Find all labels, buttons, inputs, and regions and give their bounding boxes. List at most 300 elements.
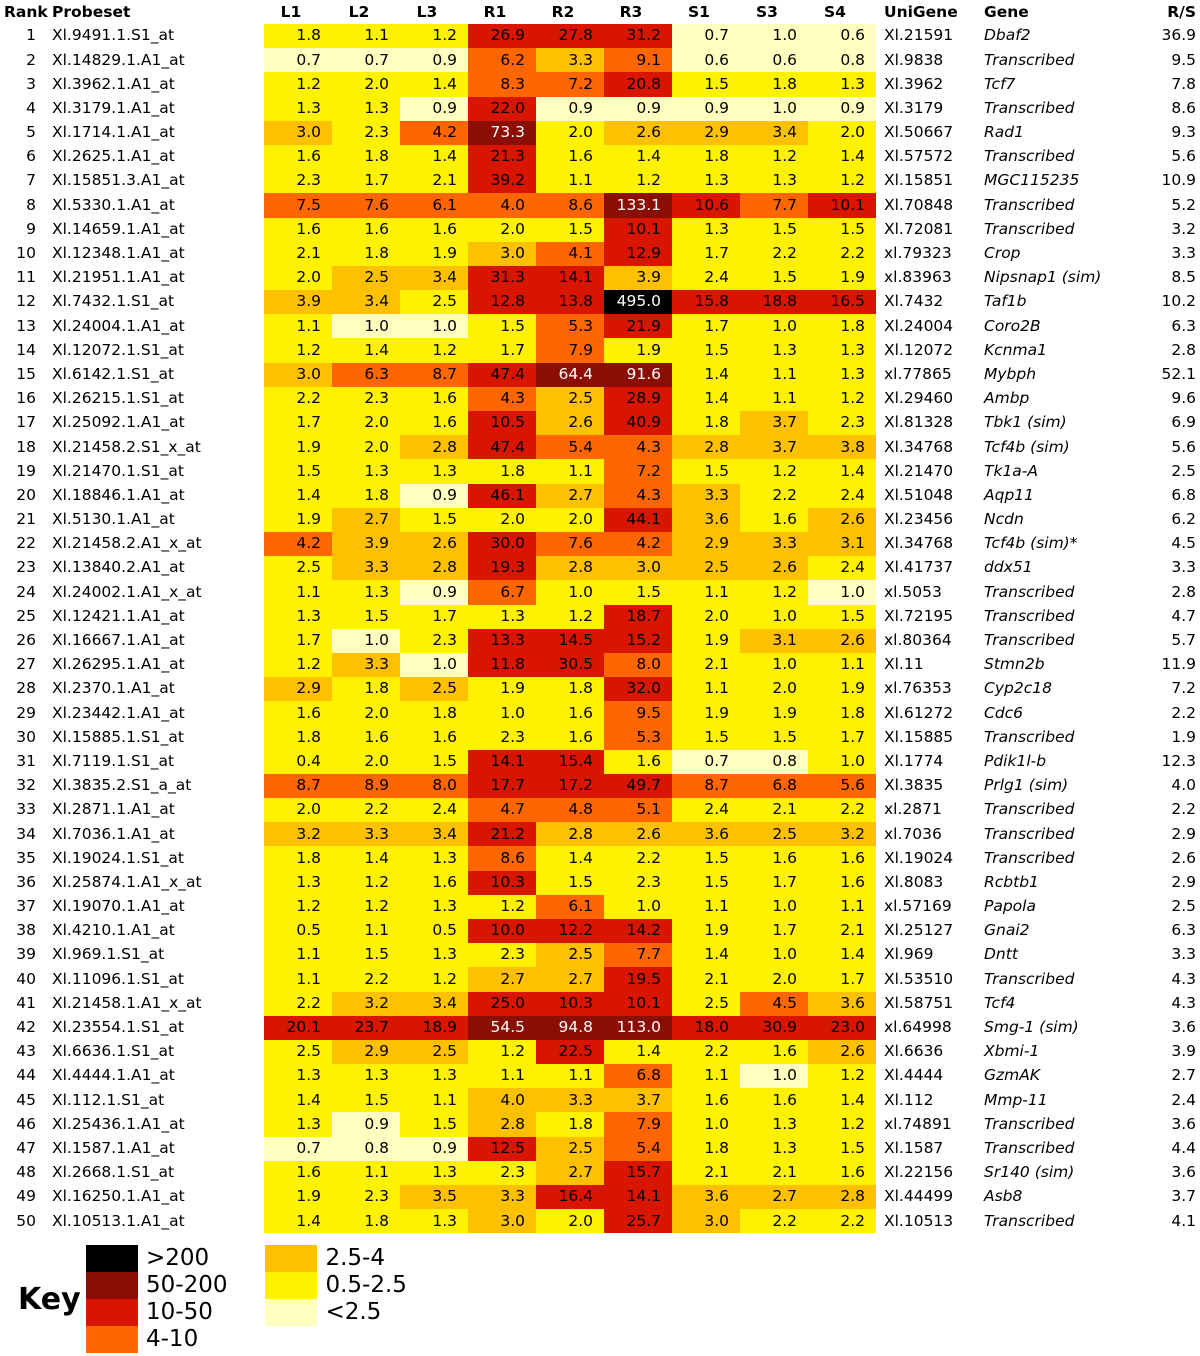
- value-cell-s3: 1.1: [740, 387, 808, 411]
- ratio-cell: 9.5: [1171, 50, 1196, 69]
- ratio-cell: 1.9: [1171, 727, 1196, 746]
- unigene-cell: Xl.61272: [884, 703, 954, 722]
- ratio-cell: 9.3: [1171, 123, 1196, 142]
- value-cell-r1: 8.3: [468, 72, 536, 96]
- value-cell-s1: 1.5: [672, 846, 740, 870]
- ratio-cell: 2.2: [1171, 800, 1196, 819]
- value-cell-r2: 12.2: [536, 919, 604, 943]
- value-cell-s4: 2.2: [808, 798, 876, 822]
- key-label: 50-200: [146, 1272, 228, 1299]
- value-cell-l3: 4.2: [400, 121, 468, 145]
- key-swatch: [265, 1299, 317, 1326]
- key-label: 2.5-4: [325, 1245, 385, 1272]
- value-cell-l1: 1.3: [264, 97, 332, 121]
- value-cell-l1: 2.9: [264, 677, 332, 701]
- value-cell-r3: 2.6: [604, 121, 672, 145]
- value-cell-s3: 2.2: [740, 242, 808, 266]
- value-cell-s3: 1.0: [740, 24, 808, 48]
- value-cell-s3: 1.5: [740, 266, 808, 290]
- value-cell-l1: 1.1: [264, 580, 332, 604]
- unigene-cell: Xl.21470: [884, 461, 954, 480]
- ratio-cell: 2.6: [1171, 848, 1196, 867]
- value-cell-r2: 3.3: [536, 48, 604, 72]
- value-cell-s1: 2.1: [672, 653, 740, 677]
- unigene-cell: xl.57169: [884, 897, 952, 916]
- value-cell-l3: 0.9: [400, 484, 468, 508]
- ratio-cell: 3.3: [1171, 558, 1196, 577]
- value-cell-s1: 3.6: [672, 822, 740, 846]
- value-cell-s3: 1.7: [740, 871, 808, 895]
- value-cell-r2: 2.5: [536, 387, 604, 411]
- probeset-cell: Xl.12072.1.S1_at: [52, 340, 184, 359]
- table-row: [2, 72, 1200, 96]
- value-cell-l1: 1.7: [264, 629, 332, 653]
- value-cell-s4: 2.6: [808, 508, 876, 532]
- ratio-cell: 10.9: [1161, 171, 1196, 190]
- value-cell-s4: 3.1: [808, 532, 876, 556]
- probeset-cell: Xl.24002.1.A1_x_at: [52, 582, 202, 601]
- value-cell-s3: 2.0: [740, 677, 808, 701]
- col-header-l3: L3: [416, 3, 438, 22]
- value-cell-l3: 1.5: [400, 508, 468, 532]
- value-cell-r2: 1.1: [536, 169, 604, 193]
- key-label: 10-50: [146, 1299, 213, 1326]
- value-cell-r2: 13.8: [536, 290, 604, 314]
- unigene-cell: Xl.24004: [884, 316, 954, 335]
- value-cell-r1: 14.1: [468, 750, 536, 774]
- value-cell-l3: 0.9: [400, 48, 468, 72]
- rank-cell: 46: [16, 1114, 36, 1133]
- probeset-cell: Xl.3962.1.A1_at: [52, 74, 175, 93]
- value-cell-s1: 3.6: [672, 508, 740, 532]
- rank-cell: 8: [26, 195, 36, 214]
- value-cell-r2: 7.9: [536, 338, 604, 362]
- value-cell-l1: 2.1: [264, 242, 332, 266]
- value-cell-s4: 2.1: [808, 919, 876, 943]
- gene-cell: Tcf7: [984, 74, 1016, 93]
- value-cell-r3: 20.8: [604, 72, 672, 96]
- value-cell-s3: 1.6: [740, 1088, 808, 1112]
- table-row: [2, 290, 1200, 314]
- ratio-cell: 7.8: [1171, 74, 1196, 93]
- value-cell-l3: 2.5: [400, 290, 468, 314]
- value-cell-s1: 0.7: [672, 24, 740, 48]
- value-cell-s4: 1.1: [808, 895, 876, 919]
- unigene-cell: Xl.57572: [884, 147, 954, 166]
- table-row: [2, 1088, 1200, 1112]
- value-cell-r3: 4.3: [604, 484, 672, 508]
- value-cell-r2: 1.0: [536, 580, 604, 604]
- unigene-cell: Xl.8083: [884, 872, 944, 891]
- value-cell-r3: 12.9: [604, 242, 672, 266]
- table-row: [2, 387, 1200, 411]
- value-cell-s3: 7.7: [740, 193, 808, 217]
- value-cell-r1: 1.1: [468, 1064, 536, 1088]
- unigene-cell: xl.74891: [884, 1114, 952, 1133]
- unigene-cell: Xl.15885: [884, 727, 954, 746]
- value-cell-s1: 15.8: [672, 290, 740, 314]
- value-cell-l2: 2.9: [332, 1040, 400, 1064]
- value-cell-r1: 11.8: [468, 653, 536, 677]
- value-cell-s4: 1.7: [808, 967, 876, 991]
- value-cell-l2: 1.2: [332, 895, 400, 919]
- table-row: [2, 1040, 1200, 1064]
- unigene-cell: Xl.22156: [884, 1163, 954, 1182]
- value-cell-l3: 1.5: [400, 1112, 468, 1136]
- value-cell-l3: 1.5: [400, 750, 468, 774]
- key-item: [86, 1326, 227, 1353]
- value-cell-l1: 1.9: [264, 435, 332, 459]
- value-cell-s1: 1.5: [672, 459, 740, 483]
- value-cell-r1: 1.3: [468, 605, 536, 629]
- table-row: [2, 919, 1200, 943]
- value-cell-s1: 1.5: [672, 338, 740, 362]
- value-cell-s4: 1.6: [808, 1161, 876, 1185]
- value-cell-r3: 5.1: [604, 798, 672, 822]
- rank-cell: 22: [16, 534, 36, 553]
- unigene-cell: Xl.81328: [884, 413, 954, 432]
- probeset-cell: Xl.7119.1.S1_at: [52, 751, 175, 770]
- value-cell-r2: 4.1: [536, 242, 604, 266]
- table-row: [2, 242, 1200, 266]
- value-cell-s1: 2.2: [672, 1040, 740, 1064]
- value-cell-r3: 7.7: [604, 943, 672, 967]
- value-cell-l1: 2.2: [264, 387, 332, 411]
- gene-cell: Cdc6: [984, 703, 1024, 722]
- value-cell-r2: 0.9: [536, 97, 604, 121]
- value-cell-r3: 7.9: [604, 1112, 672, 1136]
- rank-cell: 7: [26, 171, 36, 190]
- value-cell-s1: 1.5: [672, 725, 740, 749]
- value-cell-l1: 1.9: [264, 1185, 332, 1209]
- value-cell-s1: 1.9: [672, 629, 740, 653]
- key-item: [265, 1245, 406, 1272]
- value-cell-l3: 1.1: [400, 1088, 468, 1112]
- value-cell-l1: 1.1: [264, 967, 332, 991]
- value-cell-r2: 3.3: [536, 1088, 604, 1112]
- unigene-cell: Xl.3835: [884, 776, 944, 795]
- rank-cell: 45: [16, 1090, 36, 1109]
- value-cell-s4: 1.6: [808, 871, 876, 895]
- rank-cell: 14: [16, 340, 36, 359]
- value-cell-r2: 1.6: [536, 701, 604, 725]
- value-cell-l2: 8.9: [332, 774, 400, 798]
- probeset-cell: Xl.7036.1.A1_at: [52, 824, 175, 843]
- value-cell-s1: 1.4: [672, 363, 740, 387]
- value-cell-l1: 1.6: [264, 218, 332, 242]
- value-cell-l2: 2.5: [332, 266, 400, 290]
- unigene-cell: xl.83963: [884, 268, 952, 287]
- probeset-cell: Xl.21951.1.A1_at: [52, 268, 185, 287]
- table-row: [2, 169, 1200, 193]
- rank-cell: 30: [16, 727, 36, 746]
- value-cell-s3: 3.4: [740, 121, 808, 145]
- value-cell-l3: 0.9: [400, 580, 468, 604]
- unigene-cell: xl.5053: [884, 582, 942, 601]
- value-cell-s4: 2.3: [808, 411, 876, 435]
- value-cell-s3: 1.0: [740, 97, 808, 121]
- value-cell-l3: 2.4: [400, 798, 468, 822]
- value-cell-s4: 1.3: [808, 72, 876, 96]
- col-header-l1: L1: [280, 3, 302, 22]
- value-cell-l2: 3.3: [332, 822, 400, 846]
- value-cell-s3: 2.1: [740, 1161, 808, 1185]
- value-cell-s3: 1.0: [740, 314, 808, 338]
- value-cell-l2: 3.3: [332, 653, 400, 677]
- table-row: [2, 193, 1200, 217]
- unigene-cell: Xl.10513: [884, 1211, 954, 1230]
- value-cell-r2: 17.2: [536, 774, 604, 798]
- key-label: >200: [146, 1245, 210, 1272]
- value-cell-s4: 1.3: [808, 338, 876, 362]
- probeset-cell: Xl.4444.1.A1_at: [52, 1066, 175, 1085]
- value-cell-l2: 2.2: [332, 967, 400, 991]
- value-cell-r1: 13.3: [468, 629, 536, 653]
- value-cell-s3: 2.2: [740, 1209, 808, 1233]
- value-cell-s1: 0.6: [672, 48, 740, 72]
- value-cell-l1: 1.6: [264, 701, 332, 725]
- table-row: [2, 846, 1200, 870]
- ratio-cell: 8.5: [1171, 268, 1196, 287]
- value-cell-l2: 3.3: [332, 556, 400, 580]
- table-row: [2, 701, 1200, 725]
- table-row: [2, 1209, 1200, 1233]
- value-cell-s4: 1.0: [808, 580, 876, 604]
- ratio-cell: 4.7: [1171, 606, 1196, 625]
- value-cell-l1: 1.2: [264, 653, 332, 677]
- value-cell-r2: 27.8: [536, 24, 604, 48]
- probeset-cell: Xl.3179.1.A1_at: [52, 98, 175, 117]
- value-cell-l1: 1.1: [264, 314, 332, 338]
- value-cell-s4: 2.6: [808, 1040, 876, 1064]
- value-cell-l1: 2.5: [264, 1040, 332, 1064]
- value-cell-r2: 5.3: [536, 314, 604, 338]
- value-cell-s4: 1.4: [808, 459, 876, 483]
- rank-cell: 17: [16, 413, 36, 432]
- key-column-1: [86, 1245, 227, 1353]
- value-cell-r1: 12.8: [468, 290, 536, 314]
- value-cell-r3: 6.8: [604, 1064, 672, 1088]
- table-row: [2, 774, 1200, 798]
- key-swatch: [86, 1299, 138, 1326]
- value-cell-l3: 1.2: [400, 338, 468, 362]
- value-cell-r3: 49.7: [604, 774, 672, 798]
- gene-cell: Transcribed: [984, 824, 1075, 843]
- value-cell-s1: 1.1: [672, 677, 740, 701]
- value-cell-r3: 7.2: [604, 459, 672, 483]
- col-header-s1: S1: [688, 3, 710, 22]
- value-cell-l2: 1.3: [332, 459, 400, 483]
- value-cell-r3: 3.0: [604, 556, 672, 580]
- rank-cell: 32: [16, 776, 36, 795]
- value-cell-s1: 1.9: [672, 701, 740, 725]
- value-cell-l3: 2.3: [400, 629, 468, 653]
- value-cell-r3: 4.2: [604, 532, 672, 556]
- value-cell-r2: 1.8: [536, 677, 604, 701]
- value-cell-s1: 2.5: [672, 556, 740, 580]
- unigene-cell: Xl.29460: [884, 389, 954, 408]
- value-cell-r1: 4.3: [468, 387, 536, 411]
- value-cell-l3: 1.2: [400, 967, 468, 991]
- value-cell-s1: 1.1: [672, 1064, 740, 1088]
- value-cell-l2: 2.3: [332, 121, 400, 145]
- table-row: [2, 1185, 1200, 1209]
- ratio-cell: 3.9: [1171, 1042, 1196, 1061]
- value-cell-s4: 3.6: [808, 992, 876, 1016]
- key-item: [265, 1299, 406, 1326]
- table-row: [2, 580, 1200, 604]
- ratio-cell: 3.3: [1171, 244, 1196, 263]
- value-cell-s4: 1.2: [808, 387, 876, 411]
- table-row: [2, 121, 1200, 145]
- gene-cell: Mmp-11: [984, 1090, 1048, 1109]
- value-cell-s4: 1.7: [808, 725, 876, 749]
- gene-cell: Sr140 (sim): [984, 1163, 1075, 1182]
- value-cell-s1: 1.5: [672, 72, 740, 96]
- value-cell-l2: 1.6: [332, 218, 400, 242]
- value-cell-s3: 2.1: [740, 798, 808, 822]
- value-cell-l2: 1.7: [332, 169, 400, 193]
- rank-cell: 12: [16, 292, 36, 311]
- value-cell-s1: 1.0: [672, 1112, 740, 1136]
- rank-cell: 31: [16, 751, 36, 770]
- value-cell-s1: 1.3: [672, 218, 740, 242]
- value-cell-s3: 3.3: [740, 532, 808, 556]
- value-cell-l2: 3.9: [332, 532, 400, 556]
- rank-cell: 27: [16, 655, 36, 674]
- value-cell-s3: 1.0: [740, 605, 808, 629]
- value-cell-l3: 1.3: [400, 846, 468, 870]
- value-cell-r3: 9.5: [604, 701, 672, 725]
- table-row: [2, 822, 1200, 846]
- value-cell-r1: 1.2: [468, 895, 536, 919]
- value-cell-s4: 23.0: [808, 1016, 876, 1040]
- gene-cell: Tcf4: [984, 993, 1016, 1012]
- value-cell-r3: 8.0: [604, 653, 672, 677]
- value-cell-l3: 2.8: [400, 556, 468, 580]
- key-swatch: [86, 1272, 138, 1299]
- gene-cell: Transcribed: [984, 98, 1075, 117]
- ratio-cell: 3.6: [1171, 1114, 1196, 1133]
- value-cell-r2: 1.2: [536, 605, 604, 629]
- value-cell-r2: 7.6: [536, 532, 604, 556]
- value-cell-r3: 25.7: [604, 1209, 672, 1233]
- key-item: [86, 1272, 227, 1299]
- value-cell-s1: 3.6: [672, 1185, 740, 1209]
- value-cell-r1: 3.0: [468, 1209, 536, 1233]
- unigene-cell: Xl.51048: [884, 485, 954, 504]
- gene-cell: Aqp11: [984, 485, 1035, 504]
- value-cell-r3: 5.3: [604, 725, 672, 749]
- value-cell-s3: 6.8: [740, 774, 808, 798]
- ratio-cell: 5.6: [1171, 437, 1196, 456]
- value-cell-l1: 1.2: [264, 338, 332, 362]
- value-cell-r3: 32.0: [604, 677, 672, 701]
- table-row: [2, 967, 1200, 991]
- value-cell-r2: 2.0: [536, 1209, 604, 1233]
- key-legend: [18, 1245, 1200, 1353]
- value-cell-l3: 1.0: [400, 653, 468, 677]
- value-cell-l3: 8.7: [400, 363, 468, 387]
- value-cell-l2: 2.0: [332, 411, 400, 435]
- gene-cell: Dbaf2: [984, 26, 1031, 45]
- value-cell-r1: 21.2: [468, 822, 536, 846]
- value-cell-l2: 1.3: [332, 1064, 400, 1088]
- value-cell-r2: 2.5: [536, 943, 604, 967]
- probeset-cell: Xl.6142.1.S1_at: [52, 364, 175, 383]
- ratio-cell: 10.2: [1161, 292, 1196, 311]
- value-cell-s1: 8.7: [672, 774, 740, 798]
- ratio-cell: 2.8: [1171, 582, 1196, 601]
- probeset-cell: Xl.6636.1.S1_at: [52, 1042, 175, 1061]
- value-cell-l2: 2.7: [332, 508, 400, 532]
- value-cell-s3: 1.3: [740, 338, 808, 362]
- gene-cell: Tcf4b (sim): [984, 437, 1070, 456]
- ratio-cell: 8.6: [1171, 98, 1196, 117]
- gene-cell: Transcribed: [984, 969, 1075, 988]
- value-cell-r3: 2.3: [604, 871, 672, 895]
- probeset-cell: Xl.15885.1.S1_at: [52, 727, 184, 746]
- rank-cell: 29: [16, 703, 36, 722]
- unigene-cell: xl.76353: [884, 679, 952, 698]
- probeset-cell: Xl.16667.1.A1_at: [52, 631, 185, 650]
- value-cell-l3: 3.5: [400, 1185, 468, 1209]
- value-cell-l1: 20.1: [264, 1016, 332, 1040]
- rank-cell: 43: [16, 1042, 36, 1061]
- value-cell-r3: 21.9: [604, 314, 672, 338]
- gene-cell: Smg-1 (sim): [984, 1018, 1079, 1037]
- value-cell-s4: 0.8: [808, 48, 876, 72]
- value-cell-l1: 1.3: [264, 605, 332, 629]
- value-cell-l1: 1.8: [264, 725, 332, 749]
- value-cell-r3: 133.1: [604, 193, 672, 217]
- value-cell-r3: 1.6: [604, 750, 672, 774]
- value-cell-l2: 2.0: [332, 72, 400, 96]
- probeset-cell: Xl.1714.1.A1_at: [52, 123, 175, 142]
- value-cell-s1: 10.6: [672, 193, 740, 217]
- value-cell-s1: 2.4: [672, 266, 740, 290]
- probeset-cell: Xl.25436.1.A1_at: [52, 1114, 185, 1133]
- key-column-2: [265, 1245, 406, 1326]
- value-cell-s3: 1.8: [740, 72, 808, 96]
- table-row: [2, 48, 1200, 72]
- value-cell-l2: 2.0: [332, 435, 400, 459]
- value-cell-l3: 2.6: [400, 532, 468, 556]
- key-item: [265, 1272, 406, 1299]
- value-cell-s4: 2.4: [808, 484, 876, 508]
- key-swatch: [265, 1245, 317, 1272]
- ratio-cell: 6.3: [1171, 921, 1196, 940]
- table-row: [2, 677, 1200, 701]
- rank-cell: 10: [16, 244, 36, 263]
- value-cell-r1: 2.0: [468, 218, 536, 242]
- value-cell-r2: 94.8: [536, 1016, 604, 1040]
- table-row: [2, 871, 1200, 895]
- col-header-r3: R3: [619, 3, 643, 22]
- value-cell-l3: 3.4: [400, 992, 468, 1016]
- ratio-cell: 5.6: [1171, 147, 1196, 166]
- value-cell-s3: 1.6: [740, 846, 808, 870]
- value-cell-r3: 40.9: [604, 411, 672, 435]
- gene-cell: Pdik1l-b: [984, 751, 1047, 770]
- value-cell-l2: 1.4: [332, 338, 400, 362]
- value-cell-l3: 1.3: [400, 1209, 468, 1233]
- value-cell-s3: 0.6: [740, 48, 808, 72]
- ratio-cell: 3.6: [1171, 1163, 1196, 1182]
- table-row: [2, 338, 1200, 362]
- value-cell-s3: 1.0: [740, 943, 808, 967]
- value-cell-r3: 14.1: [604, 1185, 672, 1209]
